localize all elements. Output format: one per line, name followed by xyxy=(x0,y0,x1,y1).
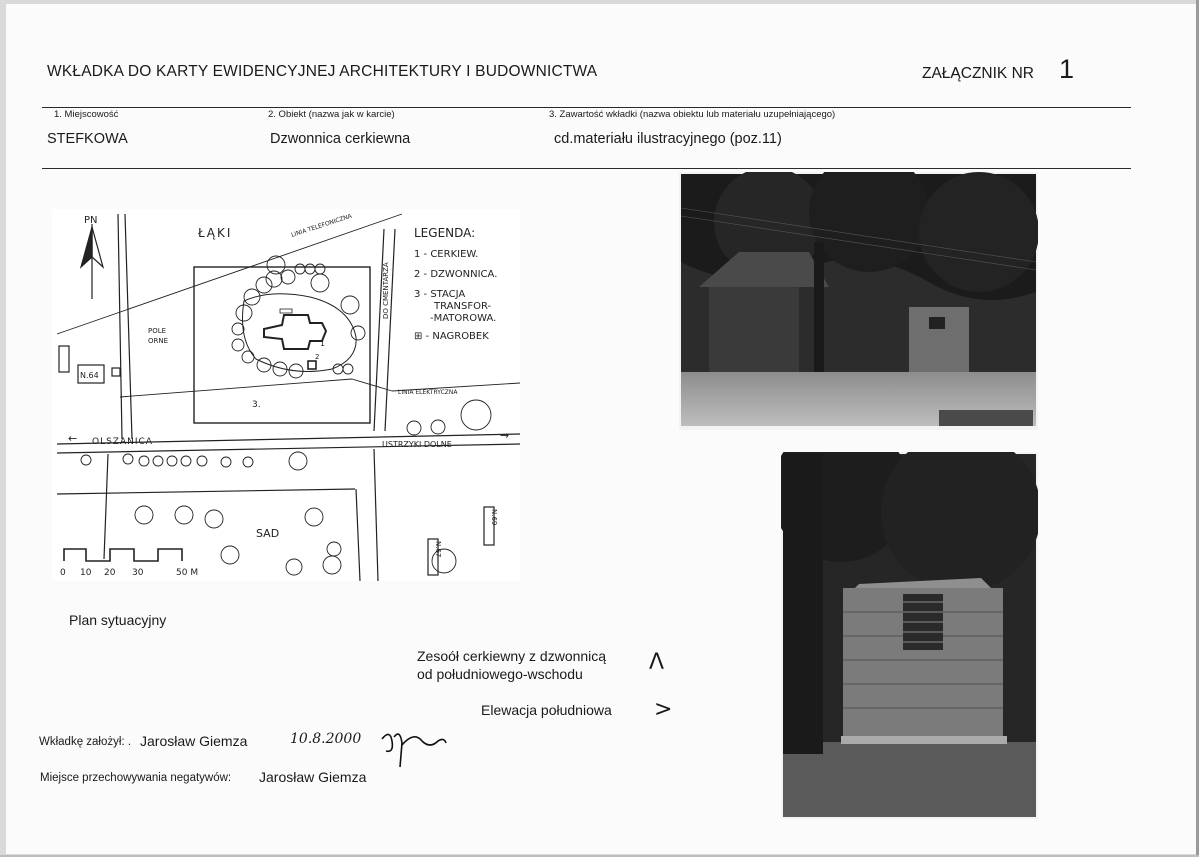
photo-bottom-caption: Elewacja południowa xyxy=(481,702,612,718)
photo-top-caption-2: od południowego-wschodu xyxy=(417,666,583,682)
house-67-label: N.67 xyxy=(434,541,442,558)
content-value: cd.materiału ilustracyjnego (poz.11) xyxy=(554,131,782,147)
locality-label: 1. Miejscowość xyxy=(54,109,119,120)
handwritten-signature xyxy=(378,727,450,769)
field-label-1: POLE xyxy=(148,327,167,335)
handwritten-date: 10.8.2000 xyxy=(290,731,362,747)
house-64-label: N.64 xyxy=(80,371,99,380)
scale-0: 0 xyxy=(60,568,66,578)
legend-item-4: ⊞ - NAGROBEK xyxy=(414,331,489,342)
locality-value: STEFKOWA xyxy=(47,131,128,147)
legend-item-1: 1 - CERKIEW. xyxy=(414,249,479,260)
arrow-left-icon: ← xyxy=(68,432,78,445)
photo-church-complex xyxy=(679,172,1038,430)
church-mark: 1 xyxy=(320,339,326,348)
legend-item-2: 2 - DZWONNICA. xyxy=(414,269,498,280)
annex-number: 1 xyxy=(1059,54,1075,84)
field-label-2: ORNE xyxy=(148,337,169,345)
scale-10: 10 xyxy=(80,568,92,578)
photo-belfry-south-image xyxy=(781,452,1038,819)
plan-caption: Plan sytuacyjny xyxy=(69,612,167,628)
right-arrow-icon: > xyxy=(654,697,673,722)
phone-line-label: LINIA TELEFONICZNA xyxy=(290,212,353,239)
site-plan xyxy=(52,209,520,581)
laki-label: ŁĄKI xyxy=(198,226,233,240)
object-value: Dzwonnica cerkiewna xyxy=(270,131,411,147)
legend-item-3: 3 - STACJA xyxy=(414,289,466,300)
legend-item-3b: TRANSFOR- xyxy=(434,301,492,312)
annex-label: ZAŁĄCZNIK NR xyxy=(922,65,1034,82)
fields-rule xyxy=(42,168,1131,169)
storage-label: Miejsce przechowywania negatywów: xyxy=(40,772,232,784)
scale-50m: 50 M xyxy=(176,568,199,578)
orchard-label: SAD xyxy=(256,527,280,540)
house-69-label: N.69 xyxy=(490,509,498,526)
power-line-label: LINIA ELEKTRYCZNA xyxy=(398,389,458,396)
arrow-right-icon: → xyxy=(500,429,510,442)
road-olszanica: OLSZANICA xyxy=(92,437,153,447)
photo-belfry-south xyxy=(781,452,1038,819)
creator-label: Wkładkę założył: . xyxy=(39,736,132,748)
scale-bar xyxy=(64,549,182,561)
creator-value: Jarosław Giemza xyxy=(140,733,248,749)
photo-top-caption-1: Zesoół cerkiewny z dzwonnicą xyxy=(417,648,607,664)
cemetery-road-label: DO CMENTARZA xyxy=(382,262,390,319)
belfry-mark: 2 xyxy=(315,353,320,361)
site-plan-drawing xyxy=(52,209,520,581)
scale-20: 20 xyxy=(104,568,116,578)
transformer-mark: 3. xyxy=(252,400,261,410)
road-ustrzyki: USTRZYKI DOLNE xyxy=(382,440,452,449)
photo-church-complex-image xyxy=(679,172,1038,430)
content-label: 3. Zawartość wkładki (nazwa obiektu lub materiału uzupełniającego) xyxy=(549,109,836,120)
legend-item-3c: -MATOROWA. xyxy=(430,313,497,324)
scale-30: 30 xyxy=(132,568,144,578)
object-label: 2. Obiekt (nazwa jak w karcie) xyxy=(268,109,395,120)
up-arrow-icon: Λ xyxy=(649,650,665,675)
document-title: WKŁADKA DO KARTY EWIDENCYJNEJ ARCHITEKTURY I BUDOWNICTWA xyxy=(47,63,598,80)
legend-title: LEGENDA: xyxy=(414,226,476,240)
storage-value: Jarosław Giemza xyxy=(259,769,367,785)
north-label: PN xyxy=(84,215,98,226)
north-arrow-icon xyxy=(81,224,103,299)
